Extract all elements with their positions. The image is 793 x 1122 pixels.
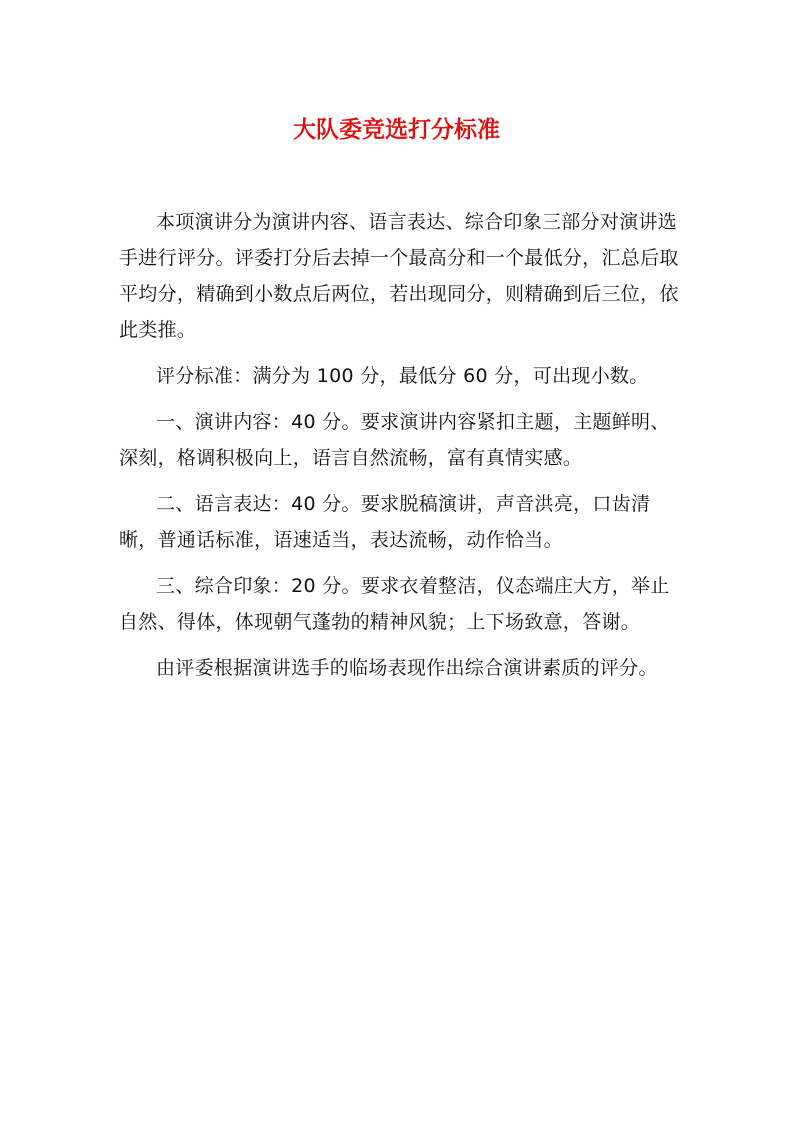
paragraph-overall-impression: 三、综合印象：20 分。要求衣着整洁，仪态端庄大方，举止自然、得体，体现朝气蓬勃的精神风貌；上下场致意，答谢。 bbox=[119, 575, 670, 633]
paragraph-scoring-standard: 评分标准：满分为 100 分，最低分 60 分，可出现小数。 bbox=[156, 365, 649, 387]
document-title: 大队委竞选打分标准 bbox=[293, 117, 500, 143]
paragraph-speech-content: 一、演讲内容：40 分。要求演讲内容紧扣主题，主题鲜明、深刻，格调积极向上，语言自然流畅，富有真情实感。 bbox=[119, 411, 670, 469]
paragraph-judge-scoring: 由评委根据演讲选手的临场表现作出综合演讲素质的评分。 bbox=[156, 657, 658, 679]
paragraph-language-expression: 二、语言表达：40 分。要求脱稿演讲，声音洪亮，口齿清晰，普通话标准，语速适当，表达流畅，动作恰当。 bbox=[119, 493, 651, 551]
document-body bbox=[119, 204, 681, 696]
paragraph-intro: 本项演讲分为演讲内容、语言表达、综合印象三部分对演讲选手进行评分。评委打分后去掉一个最高分和一个最低分，汇总后取平均分，精确到小数点后两位，若出现同分，则精确到后三位，依此类推。 bbox=[119, 211, 679, 341]
